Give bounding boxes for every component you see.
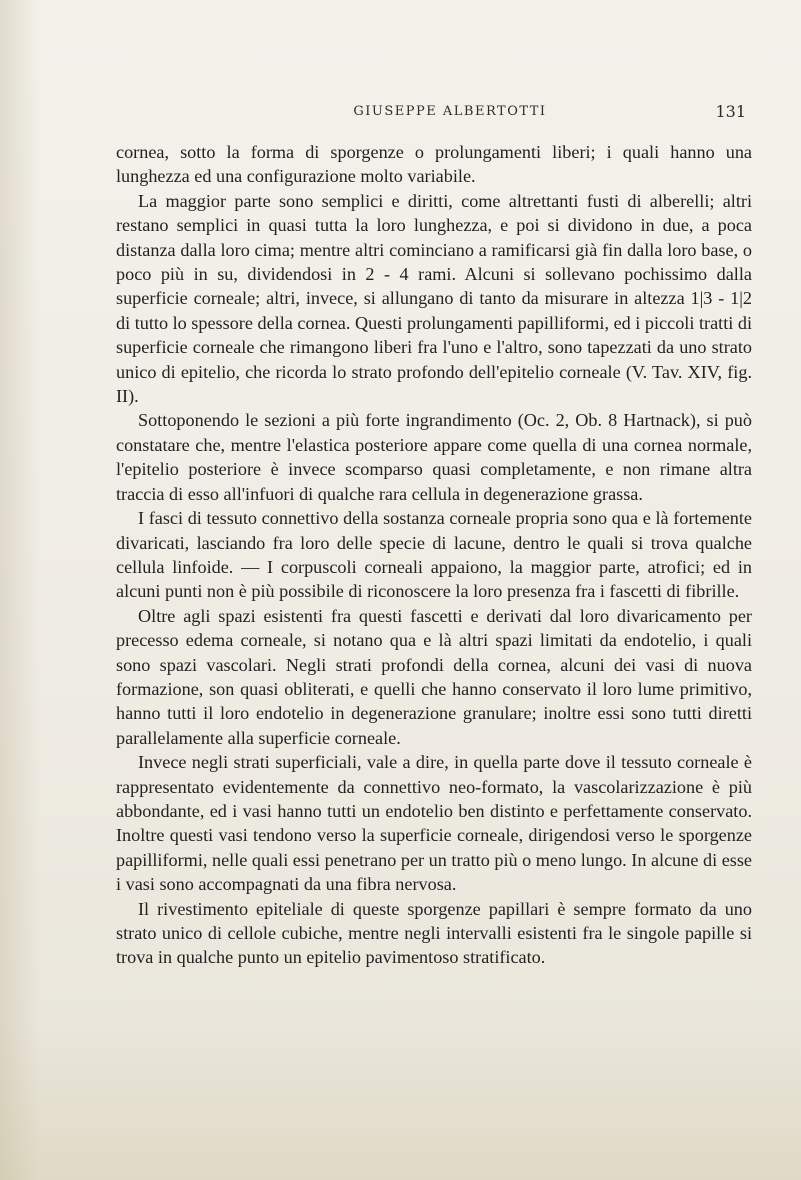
paragraph: La maggior parte sono semplici e diritti, come altrettanti fusti di alberelli; altri restano semplici in quasi tutta la loro lunghezza, e poi si dividono in due, a poca distanza dalla loro cima; mentre altri cominciano a ramificarsi già fin dalla loro base, o poco più in su, dividendosi in 2 - 4 rami. Alcuni si sollevano pochissimo dalla superficie corneale; altri, invece, si allungano di tanto da misurare in altezza 1|3 - 1|2 di tutto lo spessore della cornea. Questi prolungamenti papilliformi, ed i piccoli tratti di superficie corneale che rimangono liberi fra l'uno e l'altro, sono tapezzati da uno strato unico di epitelio, che ricorda lo strato profondo dell'epitelio corneale (V. Tav. XIV, fig. II). xyxy=(116,190,752,407)
paragraph: Oltre agli spazi esistenti fra questi fascetti e derivati dal loro divaricamento per precesso edema corneale, si notano qua e là altri spazi limitati da endotelio, i quali sono spazi vascolari. Negli strati profondi della cornea, alcuni dei vasi di nuova formazione, son quasi obliterati, e quelli che hanno conservato il loro lume primitivo, hanno tutti il loro endotelio in degenerazione granulare; inoltre essi sono tutti diretti parallelamente alla superficie corneale. xyxy=(116,605,752,748)
paragraph: Il rivestimento epiteliale di queste sporgenze papillari è sempre formato da uno strato unico di cellole cubiche, mentre negli intervalli esistenti fra le singole papille si trova in qualche punto un epitelio pavimentoso stratificato. xyxy=(116,898,752,968)
body-text xyxy=(116,140,752,970)
paragraph: Invece negli strati superficiali, vale a dire, in quella parte dove il tessuto corneale è rappresentato evidentemente da connettivo neo-formato, la vascolarizzazione è più abbondante, ed i vasi hanno tutti un endotelio ben distinto e perfettamente conservato. Inoltre questi vasi tendono verso la superficie corneale, dirigendosi verso le sporgenze papilliformi, nelle quali essi penetrano per un tratto più o meno lungo. In alcune di esse i vasi sono accompagnati da una fibra nervosa. xyxy=(116,752,752,895)
paragraph: Sottoponendo le sezioni a più forte ingrandimento (Oc. 2, Ob. 8 Hartnack), si può constatare che, mentre l'elastica posteriore appare come quella di una cornea normale, l'epitelio posteriore è invece scomparso quasi completamente, e non rimane altra traccia di esso all'infuori di qualche rara cellula in degenerazione grassa. xyxy=(116,410,752,504)
page-header xyxy=(150,104,750,128)
page-number: 131 xyxy=(715,102,746,121)
paragraph: cornea, sotto la forma di sporgenze o prolungamenti liberi; i quali hanno una lunghezza ed una configurazione molto variabile. xyxy=(116,142,752,187)
running-head: GIUSEPPE ALBERTOTTI xyxy=(353,104,547,119)
paragraph: I fasci di tessuto connettivo della sostanza corneale propria sono qua e là fortemente divaricati, lasciando fra loro delle specie di lacune, dentro le quali si trova qualche cellula linfoide. — I corpuscoli corneali appaiono, la maggior parte, atrofici; ed in alcuni punti non è più possibile di riconoscere la loro presenza fra i fascetti di fibrille. xyxy=(116,508,752,602)
